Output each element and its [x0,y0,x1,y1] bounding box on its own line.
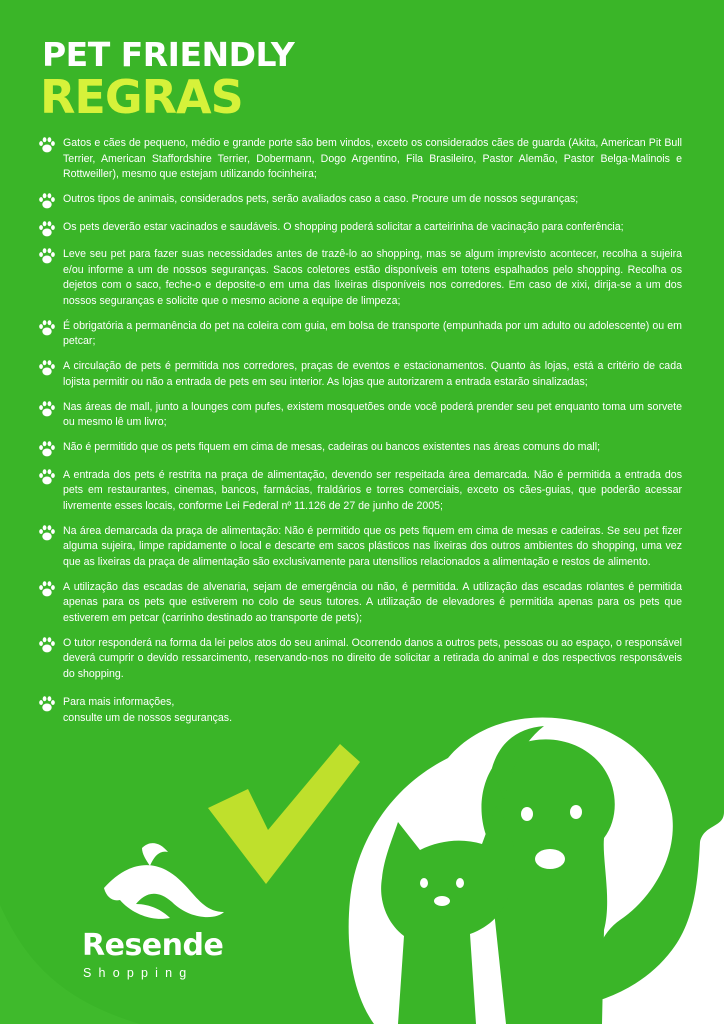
rule-text: Leve seu pet para fazer suas necessidades antes de trazê-lo ao shopping, mas se algum imprevisto acontecer, recolha a sujeira e/ou informe a um de nossos seguranças. Sacos coletores estão disponíveis em totens espalhados pelo shopping. Recolha os dejetos com o saco, feche-o e deposite-o em uma das lixeiras disponíveis nos corredores. Em caso de xixi, dirija-se a um dos nossos seguranças e solicite que o mesmo acione a equipe de limpeza; [63,248,682,307]
rule-text: O tutor responderá na forma da lei pelos atos do seu animal. Ocorrendo danos a outros pets, pessoas ou ao espaço, o responsável deverá cumprir o devido ressarcimento, reservando-nos no direito de solicitar a retirada do animal e dos respectivos responsáveis do shopping. [63,636,682,680]
cat-eye-right [456,878,464,888]
rule-text: Nas áreas de mall, junto a lounges com pufes, existem mosquetões onde você poderá prender seu pet enquanto toma um sorvete ou mesmo lê um livro; [63,400,682,428]
rule-text: Outros tipos de animais, considerados pets, serão avaliados caso a caso. Procure um de nossos seguranças; [63,193,579,205]
rule-item [38,319,682,350]
logo-subtitle: Shopping [83,966,194,980]
rule-item [38,192,682,210]
paw-icon [38,524,56,542]
more-info-item [38,695,682,726]
rule-item [38,636,682,683]
rules-list [38,136,682,736]
title-pet-friendly: PET FRIENDLY [42,35,295,74]
rule-item [38,359,682,390]
paw-icon [38,359,56,377]
cat-eye-left [420,878,428,888]
rule-text: Na área demarcada da praça de alimentação: Não é permitido que os pets fiquem em cima de mesas e cadeiras. Se seu pet fizer alguma sujeira, limpe rapidamente o local e descarte em sacos plásticos nas lixeiras dos outros ambientes do shopping, uma vez que as lixeiras da praça de alimentação são exclusivamente para utensílios relacionados a alimentação e restos de alimento. [63,524,682,568]
rule-text: Não é permitido que os pets fiquem em cima de mesas, cadeiras ou bancos existentes nas áreas comuns do mall; [63,441,601,453]
title-regras: REGRAS [40,70,243,124]
paw-icon [38,400,56,418]
rule-item [38,400,682,431]
rule-item [38,136,682,183]
paw-icon [38,580,56,598]
paw-icon [38,136,56,154]
rule-text: Os pets deverão estar vacinados e saudáveis. O shopping poderá solicitar a carteirinha de vacinação para conferência; [63,220,624,233]
dog-eye-right [570,805,582,819]
rule-item [38,247,682,309]
dog-eye-left [521,807,533,821]
more-info-text [63,695,232,726]
paw-icon [38,695,56,713]
rule-text: A entrada dos pets é restrita na praça de alimentação, devendo ser respeitada área demarcada. Não é permitida a entrada dos pets em restaurantes, cinemas, bancos, farmácias, fraldários e torres comerciais, exceto os cães-guias, que poderão acessar livremente esses locais, conforme Lei Federal nº 11.126 de 27 de junho de 2005; [63,468,682,512]
paw-icon [38,319,56,337]
paw-icon [38,468,56,486]
rule-item [38,580,682,627]
paw-icon [38,220,56,238]
paw-icon [38,440,56,458]
more-info-line-1: Para mais informações, [63,696,175,708]
rule-item [38,524,682,571]
dog-nose [535,849,565,869]
rule-text: Gatos e cães de pequeno, médio e grande porte são bem vindos, exceto os considerados cães de guarda (Akita, American Pit Bull Terrier, American Staffordshire Terrier, Dobermann, Dogo Argentino, Fila Brasileiro, Pastor Alemão, Pastor Belga-Malinois e Rottweiller), mesmo que estejam utilizando focinheira; [63,137,682,180]
rule-text: A circulação de pets é permitida nos corredores, praças de eventos e estacionamentos. Quanto às lojas, está a critério de cada lojista permitir ou não a entrada de pets em seu interior. As lojas que autorizarem a entrada estarão sinalizadas; [63,360,682,388]
paw-icon [38,192,56,210]
rule-text: A utilização das escadas de alvenaria, sejam de emergência ou não, é permitida. A utilização das escadas rolantes é permitida apenas para os pets que estiverem no colo de seus tutores. A utilização de elevadores é permitida apenas para os pets que estiverem em petcar (carrinho destinado ao transporte de pets); [63,580,682,624]
logo-name: Resende [82,928,224,963]
rule-item [38,440,682,458]
paw-icon [38,636,56,654]
rule-item [38,220,682,238]
more-info-line-2: consulte um de nossos seguranças. [63,711,233,724]
paw-icon [38,247,56,265]
rule-text: É obrigatória a permanência do pet na coleira com guia, em bolsa de transporte (empunhada por um adulto ou adolescente) ou em petcar; [63,319,682,347]
rule-item [38,468,682,515]
cat-nose [434,896,450,906]
